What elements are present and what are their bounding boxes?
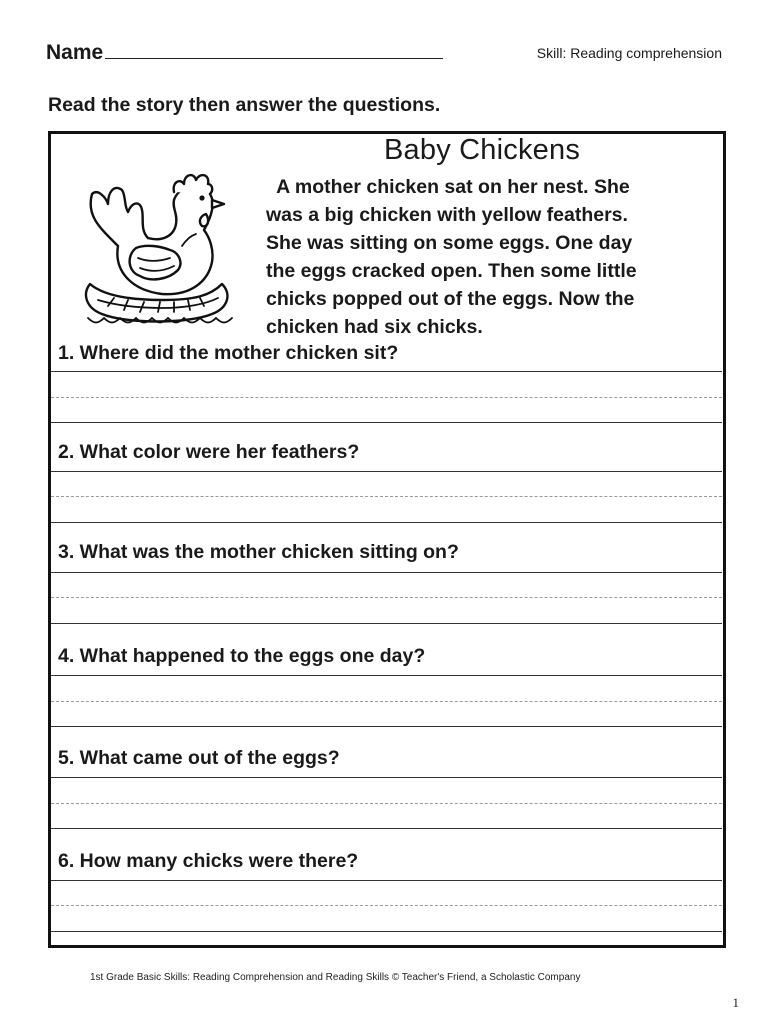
- story-line: the eggs cracked open. Then some little: [266, 260, 637, 282]
- story-line: She was sitting on some eggs. One day: [266, 232, 633, 254]
- answer-line-dashed: [51, 496, 722, 497]
- answer-line-bottom: [51, 623, 722, 624]
- answer-line-dashed: [51, 803, 722, 804]
- story-line: was a big chicken with yellow feathers.: [266, 204, 628, 226]
- question-6: 6. How many chicks were there?: [58, 850, 359, 872]
- answer-line-bottom: [51, 522, 722, 523]
- answer-line-top: [51, 880, 722, 881]
- question-3: 3. What was the mother chicken sitting on?: [58, 541, 459, 563]
- story-title: Baby Chickens: [384, 134, 581, 166]
- page-number: 1: [732, 995, 739, 1010]
- answer-line-top: [51, 777, 722, 778]
- name-field-label: [46, 40, 443, 65]
- story-line: chicks popped out of the eggs. Now the: [266, 288, 635, 310]
- answer-line-dashed: [51, 597, 722, 598]
- story-line: chicken had six chicks.: [266, 316, 483, 338]
- answer-line-bottom: [51, 828, 722, 829]
- answer-line-top: [51, 572, 722, 573]
- answer-line-top: [51, 675, 722, 676]
- answer-line-dashed: [51, 397, 722, 398]
- hen-eye: [199, 195, 204, 200]
- question-5: 5. What came out of the eggs?: [58, 747, 340, 769]
- hen-on-nest-illustration: [78, 158, 234, 330]
- question-2: 2. What color were her feathers?: [58, 441, 360, 463]
- question-4: 4. What happened to the eggs one day?: [58, 645, 426, 667]
- answer-line-top: [51, 471, 722, 472]
- answer-line-bottom: [51, 422, 722, 423]
- footer-credit: 1st Grade Basic Skills: Reading Comprehension and Reading Skills © Teacher's Friend, a Scholastic Company: [90, 972, 581, 983]
- answer-line-bottom: [51, 931, 722, 932]
- answer-line-top: [51, 371, 722, 372]
- skill-label: Skill: Reading comprehension: [536, 45, 722, 61]
- name-label: Name: [46, 41, 104, 64]
- answer-line-bottom: [51, 726, 722, 727]
- story-line: A mother chicken sat on her nest. She: [266, 176, 630, 198]
- answer-line-dashed: [51, 905, 722, 906]
- name-write-line: [105, 40, 443, 59]
- story-text: [266, 173, 706, 341]
- instructions: Read the story then answer the questions.: [48, 94, 441, 116]
- answer-line-dashed: [51, 701, 722, 702]
- question-1: 1. Where did the mother chicken sit?: [58, 342, 399, 364]
